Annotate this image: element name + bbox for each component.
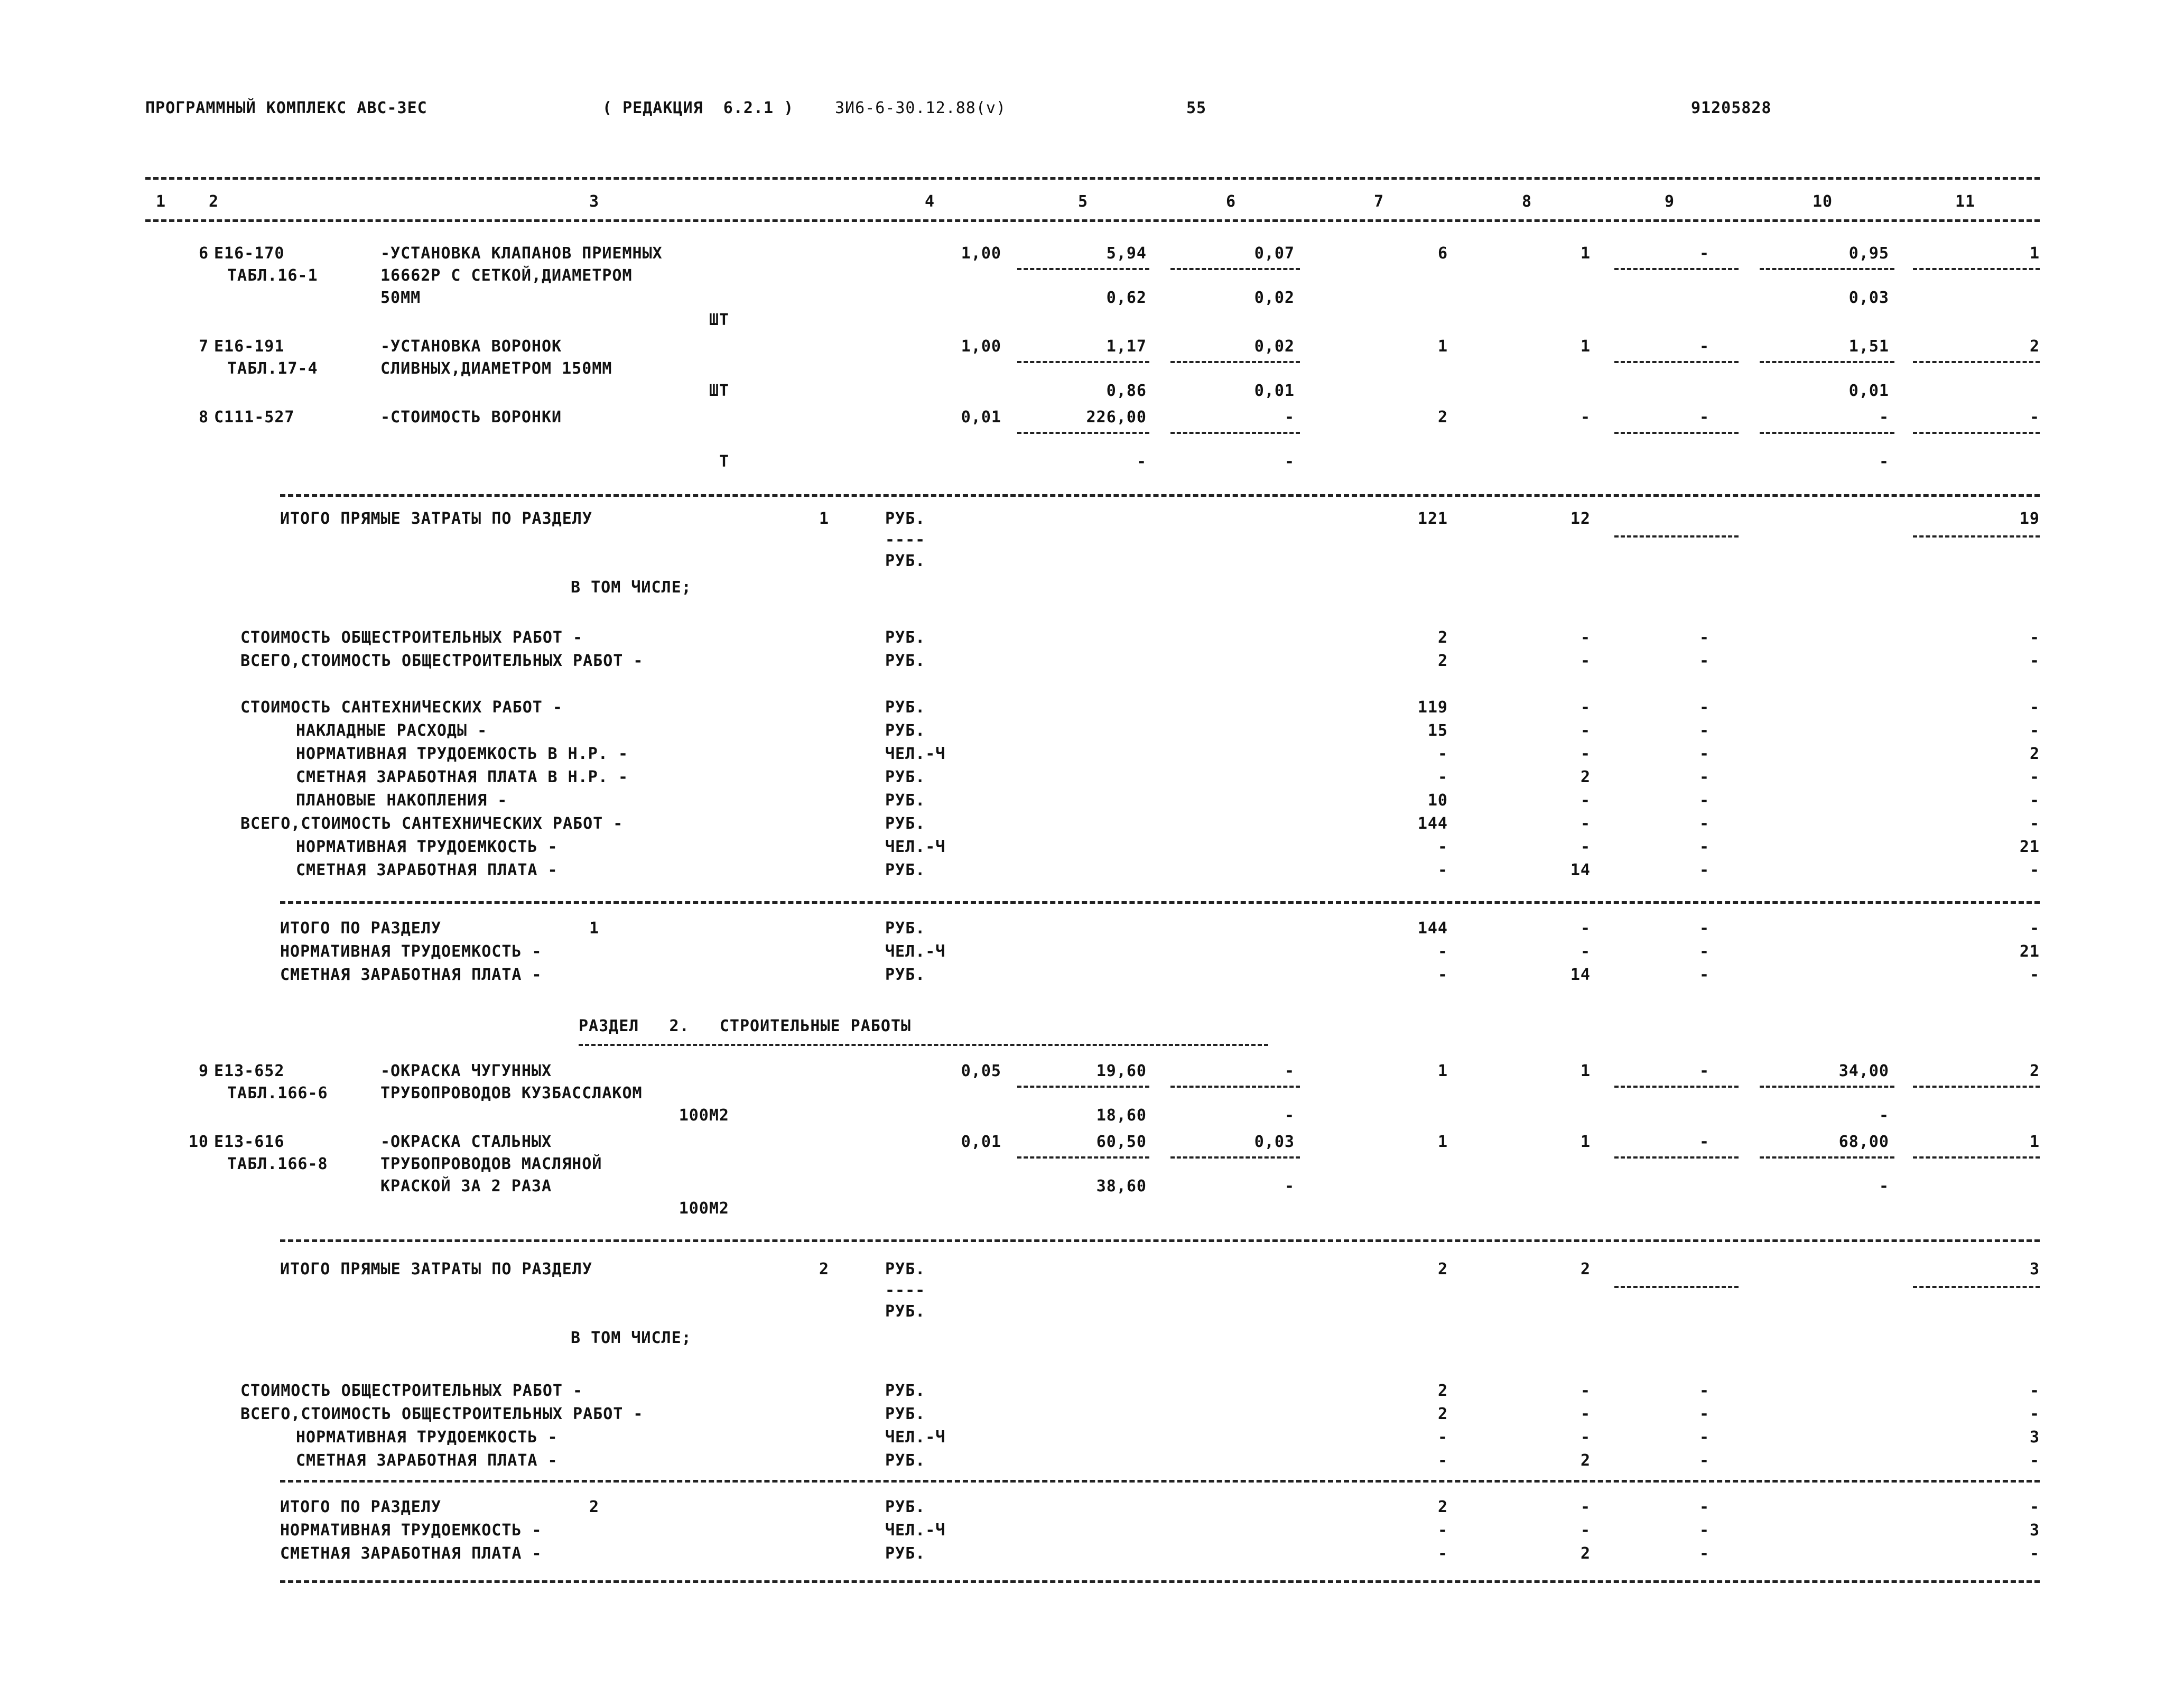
edition-note: ЗИ6-6-30.12.88(v) (835, 99, 1007, 117)
summary-row-col11: 3 (2029, 1428, 2040, 1447)
item-col7: 6 (1437, 244, 1448, 263)
page-number: 55 (1186, 99, 1207, 117)
item-col5-total: 5,94 (1106, 244, 1147, 263)
section-total-col9: - (1699, 1498, 1709, 1516)
item-col11: 1 (2029, 1133, 2040, 1151)
item-col5-total: 226,00 (1086, 408, 1147, 427)
section-total-label: ИТОГО ПО РАЗДЕЛУ (280, 1498, 441, 1516)
dashed-rule (1017, 361, 1149, 363)
item-col5-wages: 0,86 (1106, 382, 1147, 400)
item-description: 50ММ (380, 289, 421, 307)
dashed-rule (1614, 1286, 1739, 1288)
item-col11: - (2029, 408, 2040, 427)
unit-dash-line: ---- (885, 531, 926, 549)
document-code: 91205828 (1691, 99, 1772, 117)
section-total-col9: - (1699, 966, 1709, 984)
dashed-rule (1913, 1156, 2040, 1159)
section-total-col11: - (2029, 919, 2040, 938)
including-label: В ТОМ ЧИСЛЕ; (571, 578, 692, 597)
unit-rub: РУБ. (885, 1302, 926, 1321)
section-total-col8: - (1580, 1521, 1591, 1540)
direct-costs-section-number: 1 (819, 509, 830, 528)
item-col9: - (1699, 1133, 1709, 1151)
summary-row-col7: - (1437, 1451, 1448, 1470)
summary-row-col7: 119 (1417, 698, 1448, 717)
dashed-rule (280, 1239, 2040, 1242)
item-code: Е16-191 (214, 337, 285, 356)
summary-row-col8: 2 (1580, 768, 1591, 786)
item-quantity: 1,00 (961, 337, 1001, 356)
dashed-rule (1170, 432, 1300, 434)
dashed-rule (1913, 361, 2040, 363)
summary-row-col11: 2 (2029, 745, 2040, 763)
program-name: ПРОГРАММНЫЙ КОМПЛЕКС АВС-3ЕС (145, 99, 427, 117)
item-col8: 1 (1580, 1133, 1591, 1151)
section-total-col7: - (1437, 1544, 1448, 1563)
dashed-rule (280, 1480, 2040, 1483)
section-total-unit: РУБ. (885, 919, 926, 938)
direct-costs-label: ИТОГО ПРЯМЫЕ ЗАТРАТЫ ПО РАЗДЕЛУ (280, 1260, 592, 1279)
summary-row-col9: - (1699, 791, 1709, 810)
section-total-col7: 144 (1417, 919, 1448, 938)
summary-row-col11: - (2029, 1451, 2040, 1470)
summary-row-col7: 2 (1437, 628, 1448, 647)
item-unit: 100М2 (679, 1106, 729, 1125)
column-header-10: 10 (1813, 192, 1833, 211)
item-description: ТРУБОПРОВОДОВ МАСЛЯНОЙ (380, 1155, 602, 1173)
summary-row-col7: 2 (1437, 652, 1448, 670)
item-col8: 1 (1580, 1062, 1591, 1080)
section-total-unit: ЧЕЛ.-Ч (885, 1521, 946, 1540)
section-total-col11: - (2029, 1544, 2040, 1563)
column-header-2: 2 (209, 192, 219, 211)
dashed-rule (1170, 361, 1300, 363)
section-total-col8: - (1580, 942, 1591, 961)
dashed-rule (1913, 535, 2040, 538)
section-total-number: 2 (589, 1498, 600, 1516)
summary-row-label: СТОИМОСТЬ ОБЩЕСТРОИТЕЛЬНЫХ РАБОТ - (240, 628, 583, 647)
item-col11: 2 (2029, 1062, 2040, 1080)
unit-rub: РУБ. (885, 552, 926, 570)
summary-row-col8: 2 (1580, 1451, 1591, 1470)
column-header-3: 3 (589, 192, 600, 211)
summary-row-label: СТОИМОСТЬ ОБЩЕСТРОИТЕЛЬНЫХ РАБОТ - (240, 1382, 583, 1400)
item-col9: - (1699, 1062, 1709, 1080)
summary-row-label: ВСЕГО,СТОИМОСТЬ ОБЩЕСТРОИТЕЛЬНЫХ РАБОТ - (240, 1405, 644, 1423)
dashed-rule (1017, 432, 1149, 434)
dashed-rule (280, 901, 2040, 904)
summary-row-col11: - (2029, 652, 2040, 670)
item-description: ТРУБОПРОВОДОВ КУЗБАССЛАКОМ (380, 1084, 643, 1103)
section-total-col8: - (1580, 919, 1591, 938)
item-col6-wages: - (1284, 452, 1295, 471)
dashed-rule (579, 1044, 1268, 1046)
dashed-rule (1614, 1086, 1739, 1088)
item-quantity: 0,05 (961, 1062, 1001, 1080)
edition-label: ( РЕДАКЦИЯ 6.2.1 ) (602, 99, 794, 117)
section-total-label: ИТОГО ПО РАЗДЕЛУ (280, 919, 441, 938)
item-unit: 100М2 (679, 1199, 729, 1218)
summary-row-col9: - (1699, 698, 1709, 717)
summary-row-label: СТОИМОСТЬ САНТЕХНИЧЕСКИХ РАБОТ - (240, 698, 563, 717)
summary-row-col7: - (1437, 1428, 1448, 1447)
dashed-rule (1760, 361, 1894, 363)
summary-row-col9: - (1699, 721, 1709, 740)
summary-row-col8: - (1580, 1382, 1591, 1400)
summary-row-label: СМЕТНАЯ ЗАРАБОТНАЯ ПЛАТА - (296, 1451, 558, 1470)
summary-row-label: НОРМАТИВНАЯ ТРУДОЕМКОСТЬ - (296, 838, 558, 856)
summary-row-col8: - (1580, 698, 1591, 717)
dashed-rule (1170, 1086, 1300, 1088)
summary-row-col9: - (1699, 628, 1709, 647)
item-col11: 1 (2029, 244, 2040, 263)
summary-row-col7: 10 (1427, 791, 1448, 810)
item-table-ref: ТАБЛ.166-6 (227, 1084, 328, 1103)
item-number: 10 (188, 1133, 209, 1151)
summary-row-col11: 21 (2019, 838, 2040, 856)
summary-row-unit: ЧЕЛ.-Ч (885, 745, 946, 763)
item-col8: 1 (1580, 337, 1591, 356)
dashed-rule (1614, 268, 1739, 270)
dashed-rule (1760, 432, 1894, 434)
summary-row-col9: - (1699, 652, 1709, 670)
summary-row-label: НАКЛАДНЫЕ РАСХОДЫ - (296, 721, 488, 740)
item-col6-wages: 0,02 (1254, 289, 1295, 307)
dashed-rule (1614, 432, 1739, 434)
section-total-col9: - (1699, 1521, 1709, 1540)
item-col6-total: 0,02 (1254, 337, 1295, 356)
item-number: 8 (198, 408, 209, 427)
section-total-col8: 14 (1570, 966, 1591, 984)
section-total-label: СМЕТНАЯ ЗАРАБОТНАЯ ПЛАТА - (280, 966, 542, 984)
item-unit: ШТ (709, 311, 729, 329)
summary-row-col8: 14 (1570, 861, 1591, 879)
dashed-rule (1614, 1156, 1739, 1159)
item-col5-wages: 18,60 (1096, 1106, 1147, 1125)
column-header-7: 7 (1374, 192, 1384, 211)
summary-row-col8: - (1580, 814, 1591, 833)
summary-row-col8: - (1580, 628, 1591, 647)
summary-row-label: ПЛАНОВЫЕ НАКОПЛЕНИЯ - (296, 791, 508, 810)
dashed-rule (1614, 535, 1739, 538)
item-description: -ОКРАСКА ЧУГУННЫХ (380, 1062, 552, 1080)
column-header-5: 5 (1078, 192, 1089, 211)
summary-row-unit: РУБ. (885, 698, 926, 717)
item-description: КРАСКОЙ ЗА 2 РАЗА (380, 1177, 552, 1196)
item-col9: - (1699, 244, 1709, 263)
summary-row-unit: РУБ. (885, 791, 926, 810)
section-total-label: НОРМАТИВНАЯ ТРУДОЕМКОСТЬ - (280, 942, 542, 961)
section-total-col11: - (2029, 966, 2040, 984)
column-header-9: 9 (1665, 192, 1675, 211)
summary-row-col11: - (2029, 1405, 2040, 1423)
item-col7: 1 (1437, 1133, 1448, 1151)
section-total-unit: РУБ. (885, 1544, 926, 1563)
item-col7: 1 (1437, 337, 1448, 356)
summary-row-col8: - (1580, 652, 1591, 670)
item-col5-total: 19,60 (1096, 1062, 1147, 1080)
dashed-rule (145, 219, 2040, 222)
section-total-unit: ЧЕЛ.-Ч (885, 942, 946, 961)
dashed-rule (1170, 268, 1300, 270)
section-total-col11: 3 (2029, 1521, 2040, 1540)
summary-row-col11: - (2029, 814, 2040, 833)
section-total-col7: - (1437, 966, 1448, 984)
item-description: -СТОИМОСТЬ ВОРОНКИ (380, 408, 562, 427)
item-col10-total: 0,95 (1848, 244, 1889, 263)
unit-dash-line: ---- (885, 1281, 926, 1300)
section-total-col8: - (1580, 1498, 1591, 1516)
summary-row-col9: - (1699, 1451, 1709, 1470)
item-col5-total: 1,17 (1106, 337, 1147, 356)
column-header-4: 4 (925, 192, 935, 211)
summary-row-col7: 144 (1417, 814, 1448, 833)
dashed-rule (1017, 268, 1149, 270)
summary-row-col11: - (2029, 861, 2040, 879)
section-total-col11: - (2029, 1498, 2040, 1516)
item-col8: 1 (1580, 244, 1591, 263)
item-col6-wages: - (1284, 1177, 1295, 1196)
summary-row-col9: - (1699, 814, 1709, 833)
item-col7: 2 (1437, 408, 1448, 427)
column-header-8: 8 (1522, 192, 1532, 211)
dashed-rule (1170, 1156, 1300, 1159)
section-total-number: 1 (589, 919, 600, 938)
item-col10-wages: 0,03 (1848, 289, 1889, 307)
summary-row-col7: 2 (1437, 1382, 1448, 1400)
item-table-ref: ТАБЛ.16-1 (227, 266, 318, 285)
summary-row-col11: - (2029, 628, 2040, 647)
item-col7: 1 (1437, 1062, 1448, 1080)
summary-row-col9: - (1699, 1382, 1709, 1400)
item-quantity: 0,01 (961, 1133, 1001, 1151)
item-table-ref: ТАБЛ.17-4 (227, 359, 318, 378)
item-col5-wages: 0,62 (1106, 289, 1147, 307)
direct-costs-col7: 121 (1417, 509, 1448, 528)
summary-row-unit: РУБ. (885, 652, 926, 670)
dashed-rule (1760, 1156, 1894, 1159)
direct-costs-col11: 3 (2029, 1260, 2040, 1279)
item-code: Е13-652 (214, 1062, 285, 1080)
dashed-rule (1017, 1156, 1149, 1159)
dashed-rule (1913, 1286, 2040, 1288)
summary-row-unit: РУБ. (885, 814, 926, 833)
summary-row-unit: РУБ. (885, 1451, 926, 1470)
summary-row-col9: - (1699, 768, 1709, 786)
item-col10-wages: 0,01 (1848, 382, 1889, 400)
section-total-col9: - (1699, 919, 1709, 938)
summary-row-col11: - (2029, 768, 2040, 786)
item-description: -ОКРАСКА СТАЛЬНЫХ (380, 1133, 552, 1151)
summary-row-col8: - (1580, 791, 1591, 810)
dashed-rule (1614, 361, 1739, 363)
summary-row-col7: - (1437, 861, 1448, 879)
summary-row-unit: РУБ. (885, 768, 926, 786)
dashed-rule (1913, 432, 2040, 434)
summary-row-unit: РУБ. (885, 861, 926, 879)
summary-row-col9: - (1699, 838, 1709, 856)
summary-row-label: СМЕТНАЯ ЗАРАБОТНАЯ ПЛАТА В Н.Р. - (296, 768, 629, 786)
item-table-ref: ТАБЛ.166-8 (227, 1155, 328, 1173)
item-description: 16662Р С СЕТКОЙ,ДИАМЕТРОМ (380, 266, 633, 285)
column-header-1: 1 (156, 192, 166, 211)
summary-row-label: СМЕТНАЯ ЗАРАБОТНАЯ ПЛАТА - (296, 861, 558, 879)
item-quantity: 1,00 (961, 244, 1001, 263)
section-total-col7: - (1437, 942, 1448, 961)
section-total-col7: 2 (1437, 1498, 1448, 1516)
item-col9: - (1699, 408, 1709, 427)
item-code: Е13-616 (214, 1133, 285, 1151)
section-total-col9: - (1699, 942, 1709, 961)
item-col6-total: 0,07 (1254, 244, 1295, 263)
item-col9: - (1699, 337, 1709, 356)
dashed-rule (1913, 1086, 2040, 1088)
direct-costs-col8: 2 (1580, 1260, 1591, 1279)
summary-row-col9: - (1699, 745, 1709, 763)
summary-row-label: НОРМАТИВНАЯ ТРУДОЕМКОСТЬ В Н.Р. - (296, 745, 629, 763)
summary-row-unit: РУБ. (885, 1405, 926, 1423)
section-total-unit: РУБ. (885, 1498, 926, 1516)
summary-row-col8: - (1580, 1405, 1591, 1423)
dashed-rule (1913, 268, 2040, 270)
item-col5-total: 60,50 (1096, 1133, 1147, 1151)
section-total-col11: 21 (2019, 942, 2040, 961)
summary-row-unit: РУБ. (885, 628, 926, 647)
section-total-col7: - (1437, 1521, 1448, 1540)
item-number: 6 (198, 244, 209, 263)
summary-row-col8: - (1580, 745, 1591, 763)
summary-row-unit: РУБ. (885, 721, 926, 740)
section-total-label: СМЕТНАЯ ЗАРАБОТНАЯ ПЛАТА - (280, 1544, 542, 1563)
item-number: 9 (198, 1062, 209, 1080)
dashed-rule (1760, 1086, 1894, 1088)
dashed-rule (280, 494, 2040, 497)
item-col10-total: 34,00 (1838, 1062, 1889, 1080)
item-unit: ШТ (709, 382, 729, 400)
item-col5-wages: - (1136, 452, 1147, 471)
summary-row-col9: - (1699, 1405, 1709, 1423)
dashed-rule (1017, 1086, 1149, 1088)
item-description: -УСТАНОВКА ВОРОНОК (380, 337, 562, 356)
direct-costs-col8: 12 (1570, 509, 1591, 528)
summary-row-col8: - (1580, 838, 1591, 856)
item-description: СЛИВНЫХ,ДИАМЕТРОМ 150ММ (380, 359, 612, 378)
item-col6-wages: - (1284, 1106, 1295, 1125)
summary-row-col7: - (1437, 745, 1448, 763)
section-2-title: РАЗДЕЛ 2. СТРОИТЕЛЬНЫЕ РАБОТЫ (579, 1017, 912, 1035)
summary-row-unit: ЧЕЛ.-Ч (885, 1428, 946, 1447)
item-col10-wages: - (1879, 1177, 1889, 1196)
summary-row-col7: - (1437, 838, 1448, 856)
column-header-6: 6 (1226, 192, 1237, 211)
summary-row-col8: - (1580, 721, 1591, 740)
direct-costs-col11: 19 (2019, 509, 2040, 528)
item-col6-total: - (1284, 1062, 1295, 1080)
item-col10-total: 68,00 (1838, 1133, 1889, 1151)
summary-row-col7: - (1437, 768, 1448, 786)
summary-row-label: ВСЕГО,СТОИМОСТЬ САНТЕХНИЧЕСКИХ РАБОТ - (240, 814, 624, 833)
direct-costs-label: ИТОГО ПРЯМЫЕ ЗАТРАТЫ ПО РАЗДЕЛУ (280, 509, 592, 528)
dashed-rule (145, 177, 2040, 180)
item-col11: 2 (2029, 337, 2040, 356)
summary-row-col11: - (2029, 1382, 2040, 1400)
summary-row-label: ВСЕГО,СТОИМОСТЬ ОБЩЕСТРОИТЕЛЬНЫХ РАБОТ - (240, 652, 644, 670)
summary-row-col11: - (2029, 698, 2040, 717)
summary-row-col7: 2 (1437, 1405, 1448, 1423)
item-quantity: 0,01 (961, 408, 1001, 427)
dashed-rule (280, 1580, 2040, 1583)
summary-row-col9: - (1699, 1428, 1709, 1447)
summary-row-unit: РУБ. (885, 1382, 926, 1400)
item-col10-total: 1,51 (1848, 337, 1889, 356)
dashed-rule (1760, 268, 1894, 270)
item-code: Е16-170 (214, 244, 285, 263)
item-col10-wages: - (1879, 1106, 1889, 1125)
direct-costs-section-number: 2 (819, 1260, 830, 1279)
item-col6-total: 0,03 (1254, 1133, 1295, 1151)
summary-row-col11: - (2029, 791, 2040, 810)
section-total-col9: - (1699, 1544, 1709, 1563)
summary-row-col9: - (1699, 861, 1709, 879)
column-header-11: 11 (1955, 192, 1976, 211)
item-col6-total: - (1284, 408, 1295, 427)
item-description: -УСТАНОВКА КЛАПАНОВ ПРИЕМНЫХ (380, 244, 663, 263)
summary-row-col8: - (1580, 1428, 1591, 1447)
item-col5-wages: 38,60 (1096, 1177, 1147, 1196)
including-label: В ТОМ ЧИСЛЕ; (571, 1329, 692, 1347)
section-total-unit: РУБ. (885, 966, 926, 984)
summary-row-unit: ЧЕЛ.-Ч (885, 838, 946, 856)
direct-costs-col7: 2 (1437, 1260, 1448, 1279)
summary-row-col7: 15 (1427, 721, 1448, 740)
summary-row-label: НОРМАТИВНАЯ ТРУДОЕМКОСТЬ - (296, 1428, 558, 1447)
item-col6-wages: 0,01 (1254, 382, 1295, 400)
item-col10-wages: - (1879, 452, 1889, 471)
item-number: 7 (198, 337, 209, 356)
item-col10-total: - (1879, 408, 1889, 427)
item-col8: - (1580, 408, 1591, 427)
unit-rub: РУБ. (885, 509, 926, 528)
unit-rub: РУБ. (885, 1260, 926, 1279)
section-total-label: НОРМАТИВНАЯ ТРУДОЕМКОСТЬ - (280, 1521, 542, 1540)
item-unit: Т (719, 452, 729, 471)
section-total-col8: 2 (1580, 1544, 1591, 1563)
item-code: С111-527 (214, 408, 295, 427)
summary-row-col11: - (2029, 721, 2040, 740)
